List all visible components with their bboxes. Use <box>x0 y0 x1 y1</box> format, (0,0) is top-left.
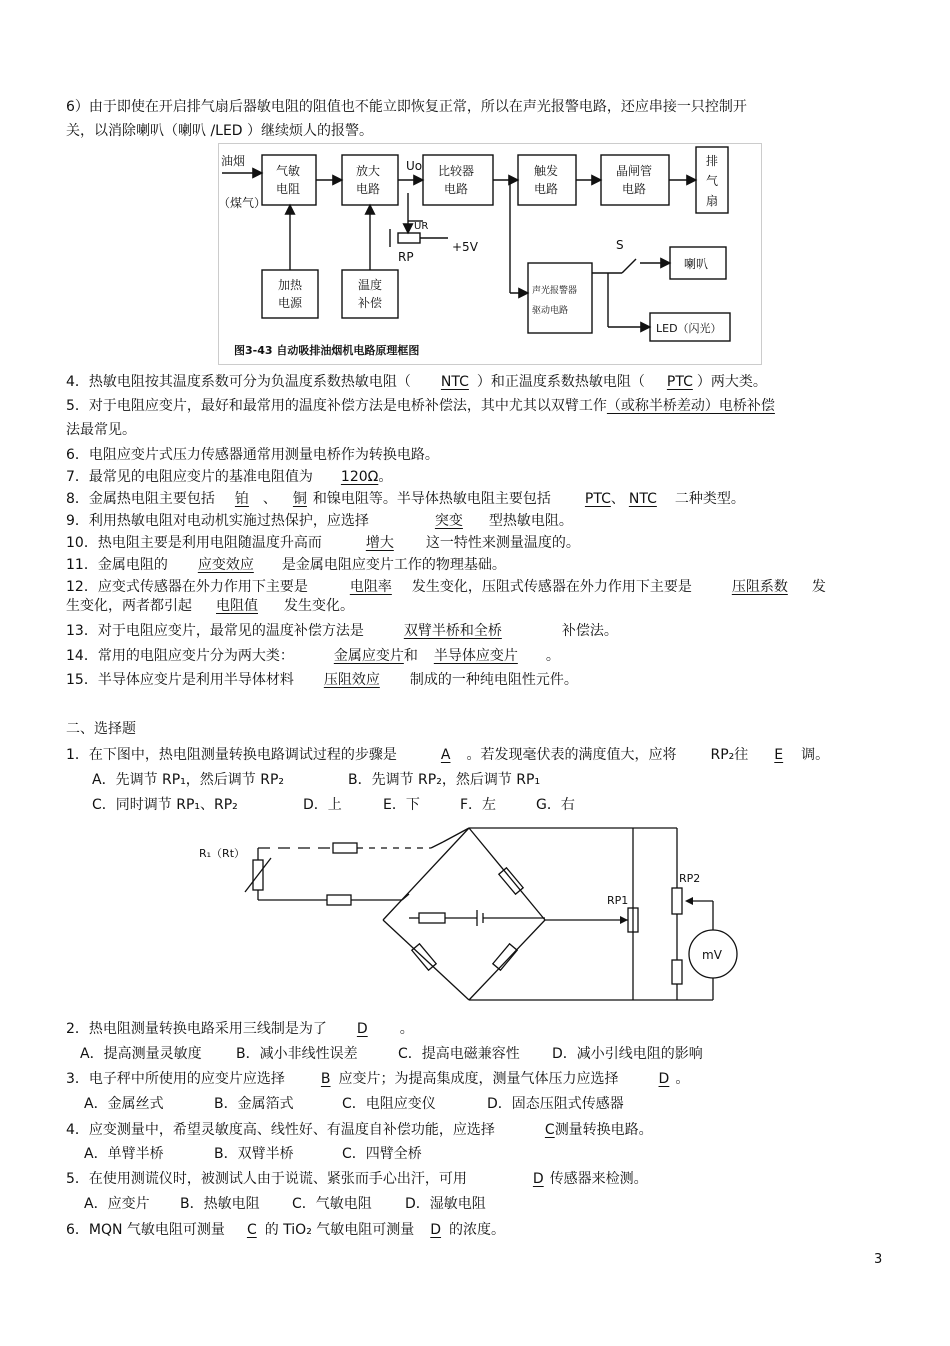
uo-label: Uo <box>406 159 423 173</box>
bridge-circuit-figure <box>197 820 749 1010</box>
option: A．提高测量灵敏度 <box>80 1046 202 1062</box>
block-text: 电路 <box>534 182 559 196</box>
thyristor-block <box>601 155 669 205</box>
option: B．先调节 RP₂，然后调节 RP₁ <box>348 772 541 788</box>
question-14: 14．常用的电阻应变片分为两大类： 金属应变片和 半导体应变片 。 <box>66 648 560 664</box>
paragraph-line: 关，以消除喇叭（喇叭 /LED ）继续烦人的报警。 <box>66 123 374 139</box>
option: C．电阻应变仪 <box>342 1096 436 1112</box>
gas-sensor-block <box>262 155 316 205</box>
rp2-potentiometer <box>672 888 682 914</box>
option: A．应变片 <box>84 1196 150 1212</box>
rp-label: RP <box>398 250 414 264</box>
alarm-driver-block <box>528 263 592 333</box>
option: C．同时调节 RP₁、RP₂ <box>92 797 238 813</box>
input-label: （煤气） <box>218 196 267 210</box>
choice-question-4: 4．应变测量中，希望灵敏度高、线性好、有温度自补偿功能，应选择 C测量转换电路。 <box>66 1122 653 1138</box>
plus5v-label: +5V <box>452 240 478 254</box>
question-5: 5．对于电阻应变片，最好和最常用的温度补偿方法是电桥补偿法，其中尤其以双臂工作（或称半桥差动）电桥补偿 <box>66 398 775 414</box>
option: D．上 <box>303 797 342 813</box>
choice-question-2: 2．热电阻测量转换电路采用三线制是为了 D 。 <box>66 1021 414 1037</box>
block-text: 触发 <box>534 164 559 178</box>
page-number: 3 <box>874 1252 883 1267</box>
block-text: 晶闸管 <box>616 164 653 178</box>
choice-question-6: 6．MQN 气敏电阻可测量 C 的 TiO₂ 气敏电阻可测量 D 的浓度。 <box>66 1222 506 1238</box>
option: B．热敏电阻 <box>180 1196 260 1212</box>
choice-question-3: 3．电子秤中所使用的应变片应选择 B 应变片；为提高集成度，测量气体压力应选择 D 。 <box>66 1071 690 1087</box>
question-15: 15．半导体应变片是利用半导体材料 压阻效应 制成的一种纯电阻性元件。 <box>66 672 578 688</box>
block-diagram-figure <box>218 143 762 365</box>
option: D．减小引线电阻的影响 <box>552 1046 703 1062</box>
block-text: 气敏 <box>276 164 301 178</box>
option: A．单臂半桥 <box>84 1146 164 1162</box>
option: E．下 <box>383 797 420 813</box>
choice-question-5: 5．在使用测谎仪时，被测试人由于说谎、紧张而手心出汗，可用 D 传感器来检测。 <box>66 1171 648 1187</box>
question-7: 7．最常见的电阻应变片的基准电阻值为 120Ω。 <box>66 469 393 485</box>
question-12-cont: 生变化，两者都引起 电阻值 发生变化。 <box>66 598 354 614</box>
question-8: 8．金属热电阻主要包括 铂 、 铜 和镍电阻等。半导体热敏电阻主要包括 PTC、 NTC 二种类型。 <box>66 491 745 507</box>
question-6: 6．电阻应变片式压力传感器通常用测量电桥作为转换电路。 <box>66 447 439 463</box>
switch-label: S <box>616 238 624 252</box>
option: C．四臂全桥 <box>342 1146 422 1162</box>
block-text: 电路 <box>622 182 647 196</box>
horn-label: 喇叭 <box>684 257 709 271</box>
block-text: 排 <box>706 154 719 168</box>
ur-label: UR <box>414 221 429 232</box>
rp2-label: RP2 <box>679 872 701 885</box>
option: D．湿敏电阻 <box>405 1196 486 1212</box>
comparator-block <box>423 155 493 205</box>
option: B．减小非线性误差 <box>236 1046 358 1062</box>
block-text: 放大 <box>356 164 381 178</box>
question-12: 12．应变式传感器在外力作用下主要是 电阻率 发生变化，压阻式传感器在外力作用下主要是 压阻系数 发 <box>66 579 826 595</box>
option: B．金属箔式 <box>214 1096 294 1112</box>
option: B．双臂半桥 <box>214 1146 294 1162</box>
option: C．提高电磁兼容性 <box>398 1046 520 1062</box>
block-text: 电路 <box>356 182 381 196</box>
option: C．气敏电阻 <box>292 1196 372 1212</box>
rp1-label: RP1 <box>607 894 629 907</box>
block-text: 加热 <box>278 278 303 292</box>
led-label: LED（闪光） <box>656 322 722 335</box>
block-text: 扇 <box>706 194 719 208</box>
block-text: 补偿 <box>358 296 383 310</box>
question-11: 11．金属电阻的 应变效应 是金属电阻应变片工作的物理基础。 <box>66 557 506 573</box>
block-text: 声光报警器 <box>532 286 578 296</box>
option: G．右 <box>536 797 575 813</box>
block-text: 比较器 <box>438 164 475 178</box>
section-title: 二、选择题 <box>66 721 136 737</box>
block-text: 电源 <box>278 296 303 310</box>
choice-question-1: 1．在下图中，热电阻测量转换电路调试过程的步骤是 A 。若发现毫伏表的满度值大，应将 RP₂往 E 调。 <box>66 747 830 763</box>
question-4: 4．热敏电阻按其温度系数可分为负温度系数热敏电阻（ NTC ）和正温度系数热敏电阻（ PTC ）两大类。 <box>66 374 767 390</box>
block-text: 气 <box>706 174 719 188</box>
option: F．左 <box>460 797 497 813</box>
question-10: 10．热电阻主要是利用电阻随温度升高而 增大 这一特性来测量温度的。 <box>66 535 580 551</box>
question-9: 9．利用热敏电阻对电动机实施过热保护，应选择 突变 型热敏电阻。 <box>66 513 573 529</box>
rt-label: R₁（Rt） <box>199 847 246 860</box>
amplifier-block <box>342 155 398 205</box>
question-5-cont: 法最常见。 <box>66 422 136 438</box>
option: A．金属丝式 <box>84 1096 164 1112</box>
mv-label: mV <box>702 948 722 962</box>
block-text: 电路 <box>444 182 469 196</box>
question-13: 13．对于电阻应变片，最常见的温度补偿方法是 双臂半桥和全桥 补偿法。 <box>66 623 618 639</box>
block-text: 温度 <box>358 278 383 292</box>
paragraph-line: 6）由于即使在开启排气扇后器敏电阻的阻值也不能立即恢复正常，所以在声光报警电路，还应串接一只控制开 <box>66 99 747 115</box>
trigger-block <box>518 155 576 205</box>
block-text: 驱动电路 <box>532 306 569 316</box>
block-text: 电阻 <box>276 182 301 196</box>
figure-caption: 图3-43 自动吸排油烟机电路原理框图 <box>234 344 420 357</box>
option: A．先调节 RP₁，然后调节 RP₂ <box>92 772 285 788</box>
input-label: 油烟 <box>221 154 246 168</box>
option: D．固态压阻式传感器 <box>487 1096 624 1112</box>
